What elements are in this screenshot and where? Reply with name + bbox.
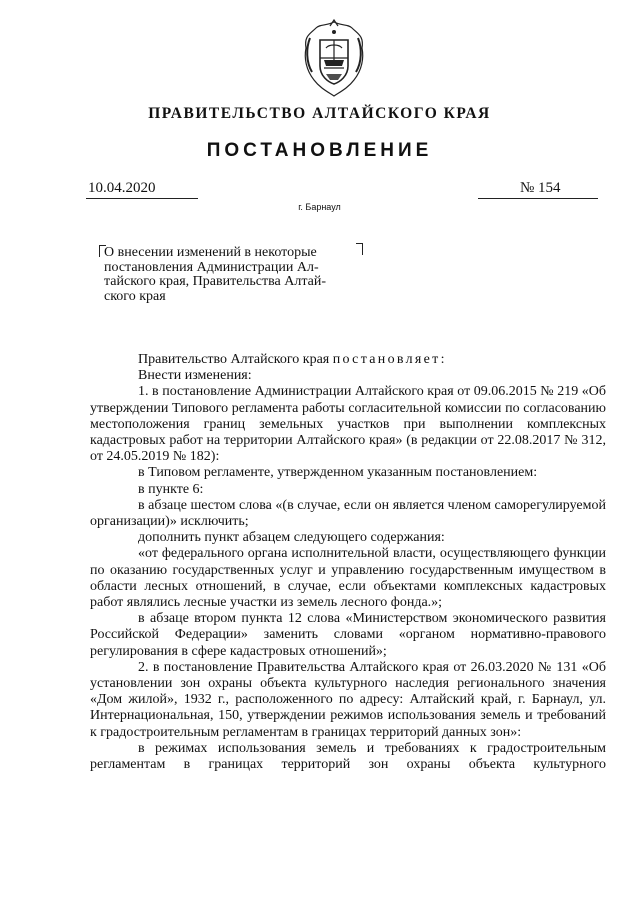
preamble-paragraph	[90, 352, 606, 368]
date-underline	[86, 198, 198, 199]
subject-line: О внесении изменений в некоторые	[104, 245, 317, 260]
number-underline	[478, 198, 598, 199]
body-paragraph: «от федерального органа исполнительной власти, осуществляющего функции по оказанию государственных услуг и управлению государственным имуществом в области лесных отношений, в случае, если объектами комплексных кадастровых работ являлись лесные участки из земель лесного фонда.»;	[90, 546, 606, 611]
body-paragraph: 1. в постановление Администрации Алтайского края от 09.06.2015 № 219 «Об утверждении Типового регламента работы согласительной комиссии по согласованию местоположения границ земельных участков при выполнении комплексных кадастровых работ на территории Алтайского края» (в редакции от 22.08.2017 № 312, от 24.05.2019 № 182):	[90, 384, 606, 465]
preamble-text: Правительство Алтайского края	[138, 352, 333, 367]
body-paragraph: в пункте 6:	[138, 481, 204, 497]
coat-of-arms-emblem	[296, 18, 372, 98]
document-subject	[104, 246, 362, 304]
body-paragraph: в Типовом регламенте, утвержденном указанным постановлением:	[138, 465, 538, 481]
subject-line: ского края	[104, 288, 166, 304]
subject-line: тайского края, Правительства Алтай-	[104, 274, 327, 289]
body-paragraph: 2. в постановление Правительства Алтайского края от 26.03.2020 № 131 «Об установлении зон охраны объекта культурного наследия регионального значения «Дом жилой», 1932 г., расположенного по адресу: Алтайский край, г. Барнаул, ул. Интернациональная, 150, утверждении режимов использования земель и требований к градостроительным регламентам в границах территорий данных зон»:	[90, 659, 606, 740]
body-paragraph: в абзаце втором пункта 12 слова «Министерством экономического развития Российской Федерации» заменить словами «органом нормативно-правового регулирования в сфере кадастровых отношений»;	[90, 611, 606, 659]
subject-line: постановления Администрации Ал-	[104, 259, 319, 275]
body-paragraph: в режимах использования земель и требованиях к градостроительным регламентам в границах территорий зон охраны объекта культурного	[90, 740, 606, 773]
document-type: ПОСТАНОВЛЕНИЕ	[206, 140, 433, 161]
body-paragraph: в абзаце шестом слова «(в случае, если он является членом саморегулируемой организации)» исключить;	[90, 497, 606, 530]
body-paragraph: дополнить пункт абзацем следующего содержания:	[138, 530, 445, 546]
body-paragraph: Внести изменения:	[138, 368, 252, 384]
government-title: ПРАВИТЕЛЬСТВО АЛТАЙСКОГО КРАЯ	[148, 105, 491, 122]
city-label: г. Барнаул	[298, 202, 341, 212]
document-number: № 154	[520, 180, 561, 196]
preamble-decree-word: постановляет:	[332, 352, 447, 367]
document-date: 10.04.2020	[88, 180, 156, 196]
document-body	[90, 352, 606, 773]
